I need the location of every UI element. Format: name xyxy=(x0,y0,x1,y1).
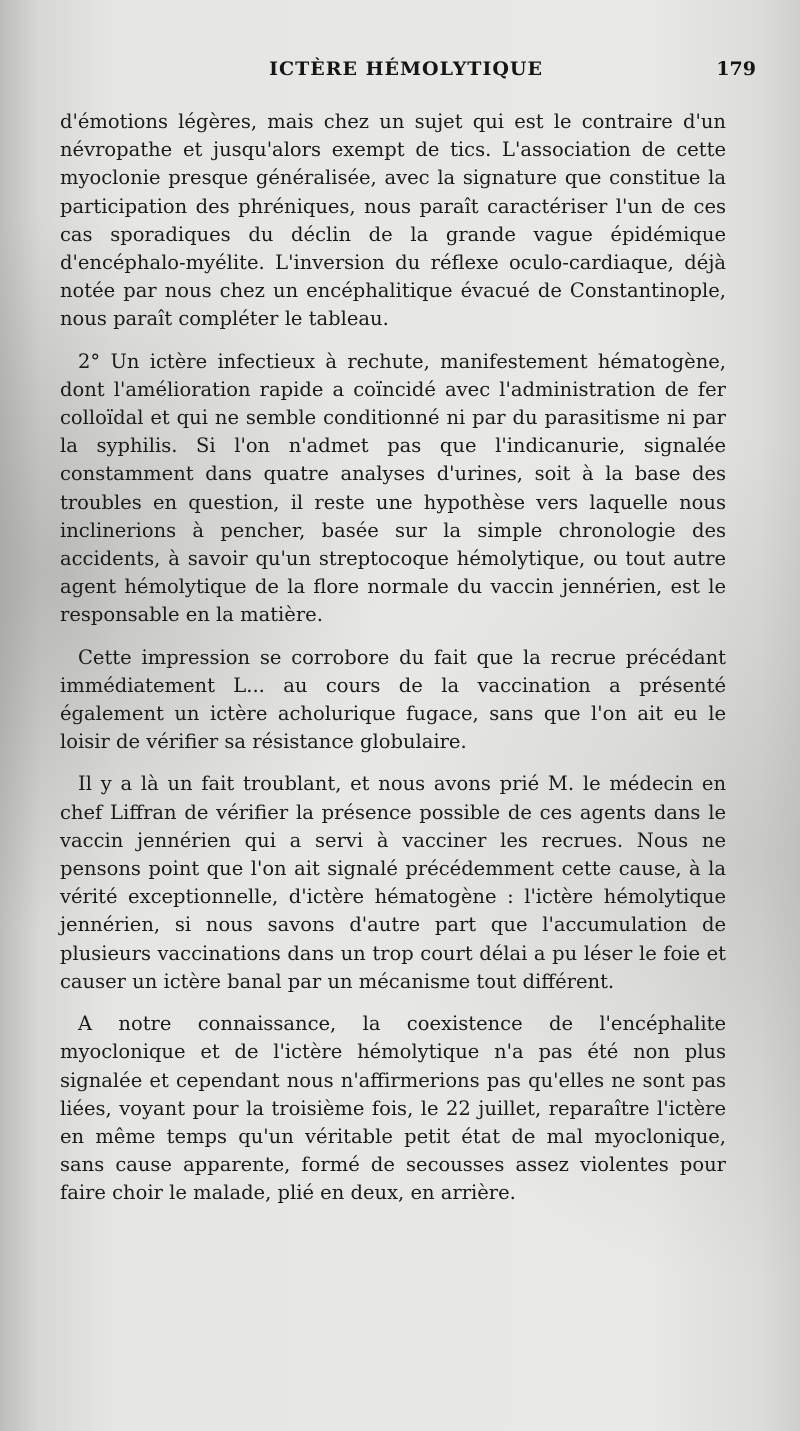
page-number: 179 xyxy=(716,58,756,80)
paragraph-coexistence: A notre connaissance, la coexistence de l'encéphalite myoclonique et de l'ictère hémolytique n'a pas été non plus signalée et cependant nous n'affirmerions pas qu'elles ne sont pas liées, voyant pour la troisième fois, le 22 juillet, reparaître l'ictère en même temps qu'un véritable petit état de mal myoclonique, sans cause apparente, formé de secousses assez violentes pour faire choir le malade, plié en deux, en arrière. xyxy=(60,1012,726,1205)
running-title: ICTÈRE HÉMOLYTIQUE xyxy=(269,58,543,80)
paragraph-impression: Cette impression se corrobore du fait que la recrue précédant immédiatement L... au cours de la vaccination a présenté également un ictère acholurique fugace, sans que l'on ait eu le loisir de vérifier sa résistance globulaire. xyxy=(60,645,726,754)
page-header xyxy=(56,58,756,90)
body-text xyxy=(60,108,726,1222)
paragraph-continuation: d'émotions légères, mais chez un sujet qui est le contraire d'un névropathe et jusqu'alors exempt de tics. L'association de cette myoclonie presque généralisée, avec la signature que constitue la participation des phréniques, nous paraît caractériser l'un de ces cas sporadiques du déclin de la grande vague épidémique d'encéphalo-myélite. L'inversion du réflexe oculo-cardiaque, déjà notée par nous chez un encéphalitique évacué de Constantinople, nous paraît compléter le tableau. xyxy=(60,110,726,331)
paragraph-icterus: 2° Un ictère infectieux à rechute, manifestement hématogène, dont l'amélioration rapide a coïncidé avec l'administration de fer colloïdal et qui ne semble conditionné ni par du parasitisme ni par la syphilis. Si l'on n'admet pas que l'indicanurie, signalée constamment dans quatre analyses d'urines, soit à la base des troubles en question, il reste une hypothèse vers laquelle nous inclinerions à pencher, basée sur la simple chronologie des accidents, à savoir qu'un streptocoque hémolytique, ou tout autre agent hémolytique de la flore normale du vaccin jennérien, est le responsable en la matière. xyxy=(60,349,726,627)
paragraph-troubling-fact: Il y a là un fait troublant, et nous avons prié M. le médecin en chef Liffran de vérifier la présence possible de ces agents dans le vaccin jennérien qui a servi à vacciner les recrues. Nous ne pensons point que l'on ait signalé précédemment cette cause, à la vérité exceptionnelle, d'ictère hématogène : l'ictère hémolytique jennérien, si nous savons d'autre part que l'accumulation de plusieurs vaccinations dans un trop court délai a pu léser le foie et causer un ictère banal par un mécanisme tout différent. xyxy=(60,772,726,993)
